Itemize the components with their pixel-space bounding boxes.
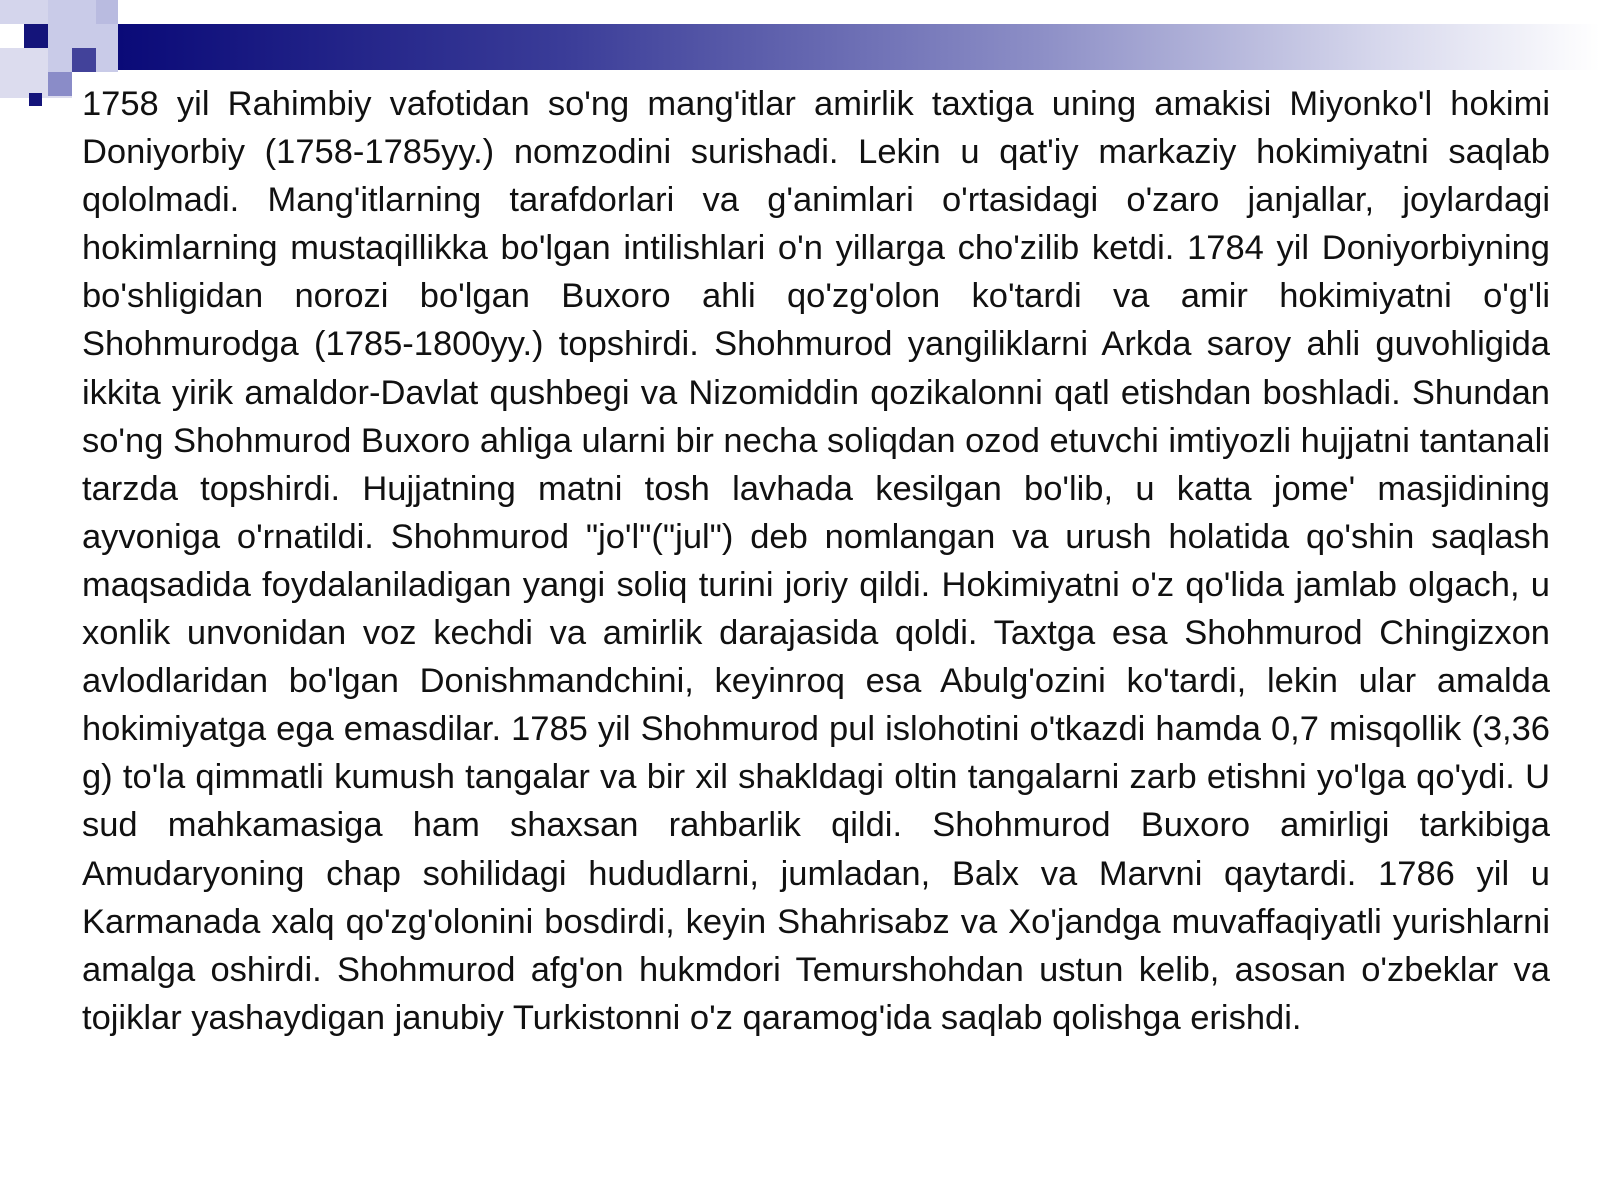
decorative-square bbox=[48, 72, 72, 96]
bullet-square-icon bbox=[29, 93, 42, 106]
header-gradient-bar bbox=[118, 24, 1600, 70]
body-paragraph: 1758 yil Rahimbiy vafotidan so'ng mang'itlar amirlik taxtiga uning amakisi Miyonko'l hokimi Doniyorbiy (1758-1785yy.) nomzodini surishadi. Lekin u qat'iy markaziy hokimiyatni saqlab qololmadi. Mang'itlarning tarafdorlari va g'animlari o'rtasidagi o'zaro janjallar, joylardagi hokimlarning mustaqillikka bo'lgan intilishlari o'n yillarga cho'zilib ketdi. 1784 yil Doniyorbiyning bo'shligidan norozi bo'lgan Buxoro ahli qo'zg'olon ko'tardi va amir hokimiyatni o'g'li Shohmurodga (1785-1800yy.) topshirdi. Shohmurod yangiliklarni Arkda saroy ahli guvohligida ikkita yirik amaldor-Davlat qushbegi va Nizomiddin qozikalonni qatl etishdan boshladi. Shundan so'ng Shohmurod Buxoro ahliga ularni bir necha soliqdan ozod etuvchi imtiyozli hujjatni tantanali tarzda topshirdi. Hujjatning matni tosh lavhada kesilgan bo'lib, u katta jome' masjidining ayvoniga o'rnatildi. Shohmurod "jo'l"("jul") deb nomlangan va urush holatida qo'shin saqlash maqsadida foydalaniladigan yangi soliq turini joriy qildi. Hokimiyatni o'z qo'lida jamlab olgach, u xonlik unvonidan voz kechdi va amirlik darajasida qoldi. Taxtga esa Shohmurod Chingizxon avlodlaridan bo'lgan Donishmandchini, keyinroq esa Abulg'ozini ko'tardi, lekin ular amalda hokimiyatga ega emasdilar. 1785 yil Shohmurod pul islohotini o'tkazdi hamda 0,7 misqollik (3,36 g) to'la qimmatli kumush tangalar va bir xil shakldagi oltin tangalarni zarb etishni yo'lga qo'ydi. U sud mahkamasiga ham shaxsan rahbarlik qildi. Shohmurod Buxoro amirligi tarkibiga Amudaryoning chap sohilidagi hududlarni, jumladan, Balx va Marvni qaytardi. 1786 yil u Karmanada xalq qo'zg'olonini bosdirdi, keyin Shahrisabz va Xo'jandga muvaffaqiyatli yurishlarni amalga oshirdi. Shohmurod afg'on hukmdori Temurshohdan ustun kelib, asosan o'zbeklar va tojiklar yashaydigan janubiy Turkistonni o'z qaramog'ida saqlab qolishga erishdi. bbox=[82, 85, 1550, 1037]
decorative-square bbox=[72, 48, 96, 72]
decorative-square bbox=[96, 0, 118, 24]
decorative-square bbox=[24, 24, 48, 48]
